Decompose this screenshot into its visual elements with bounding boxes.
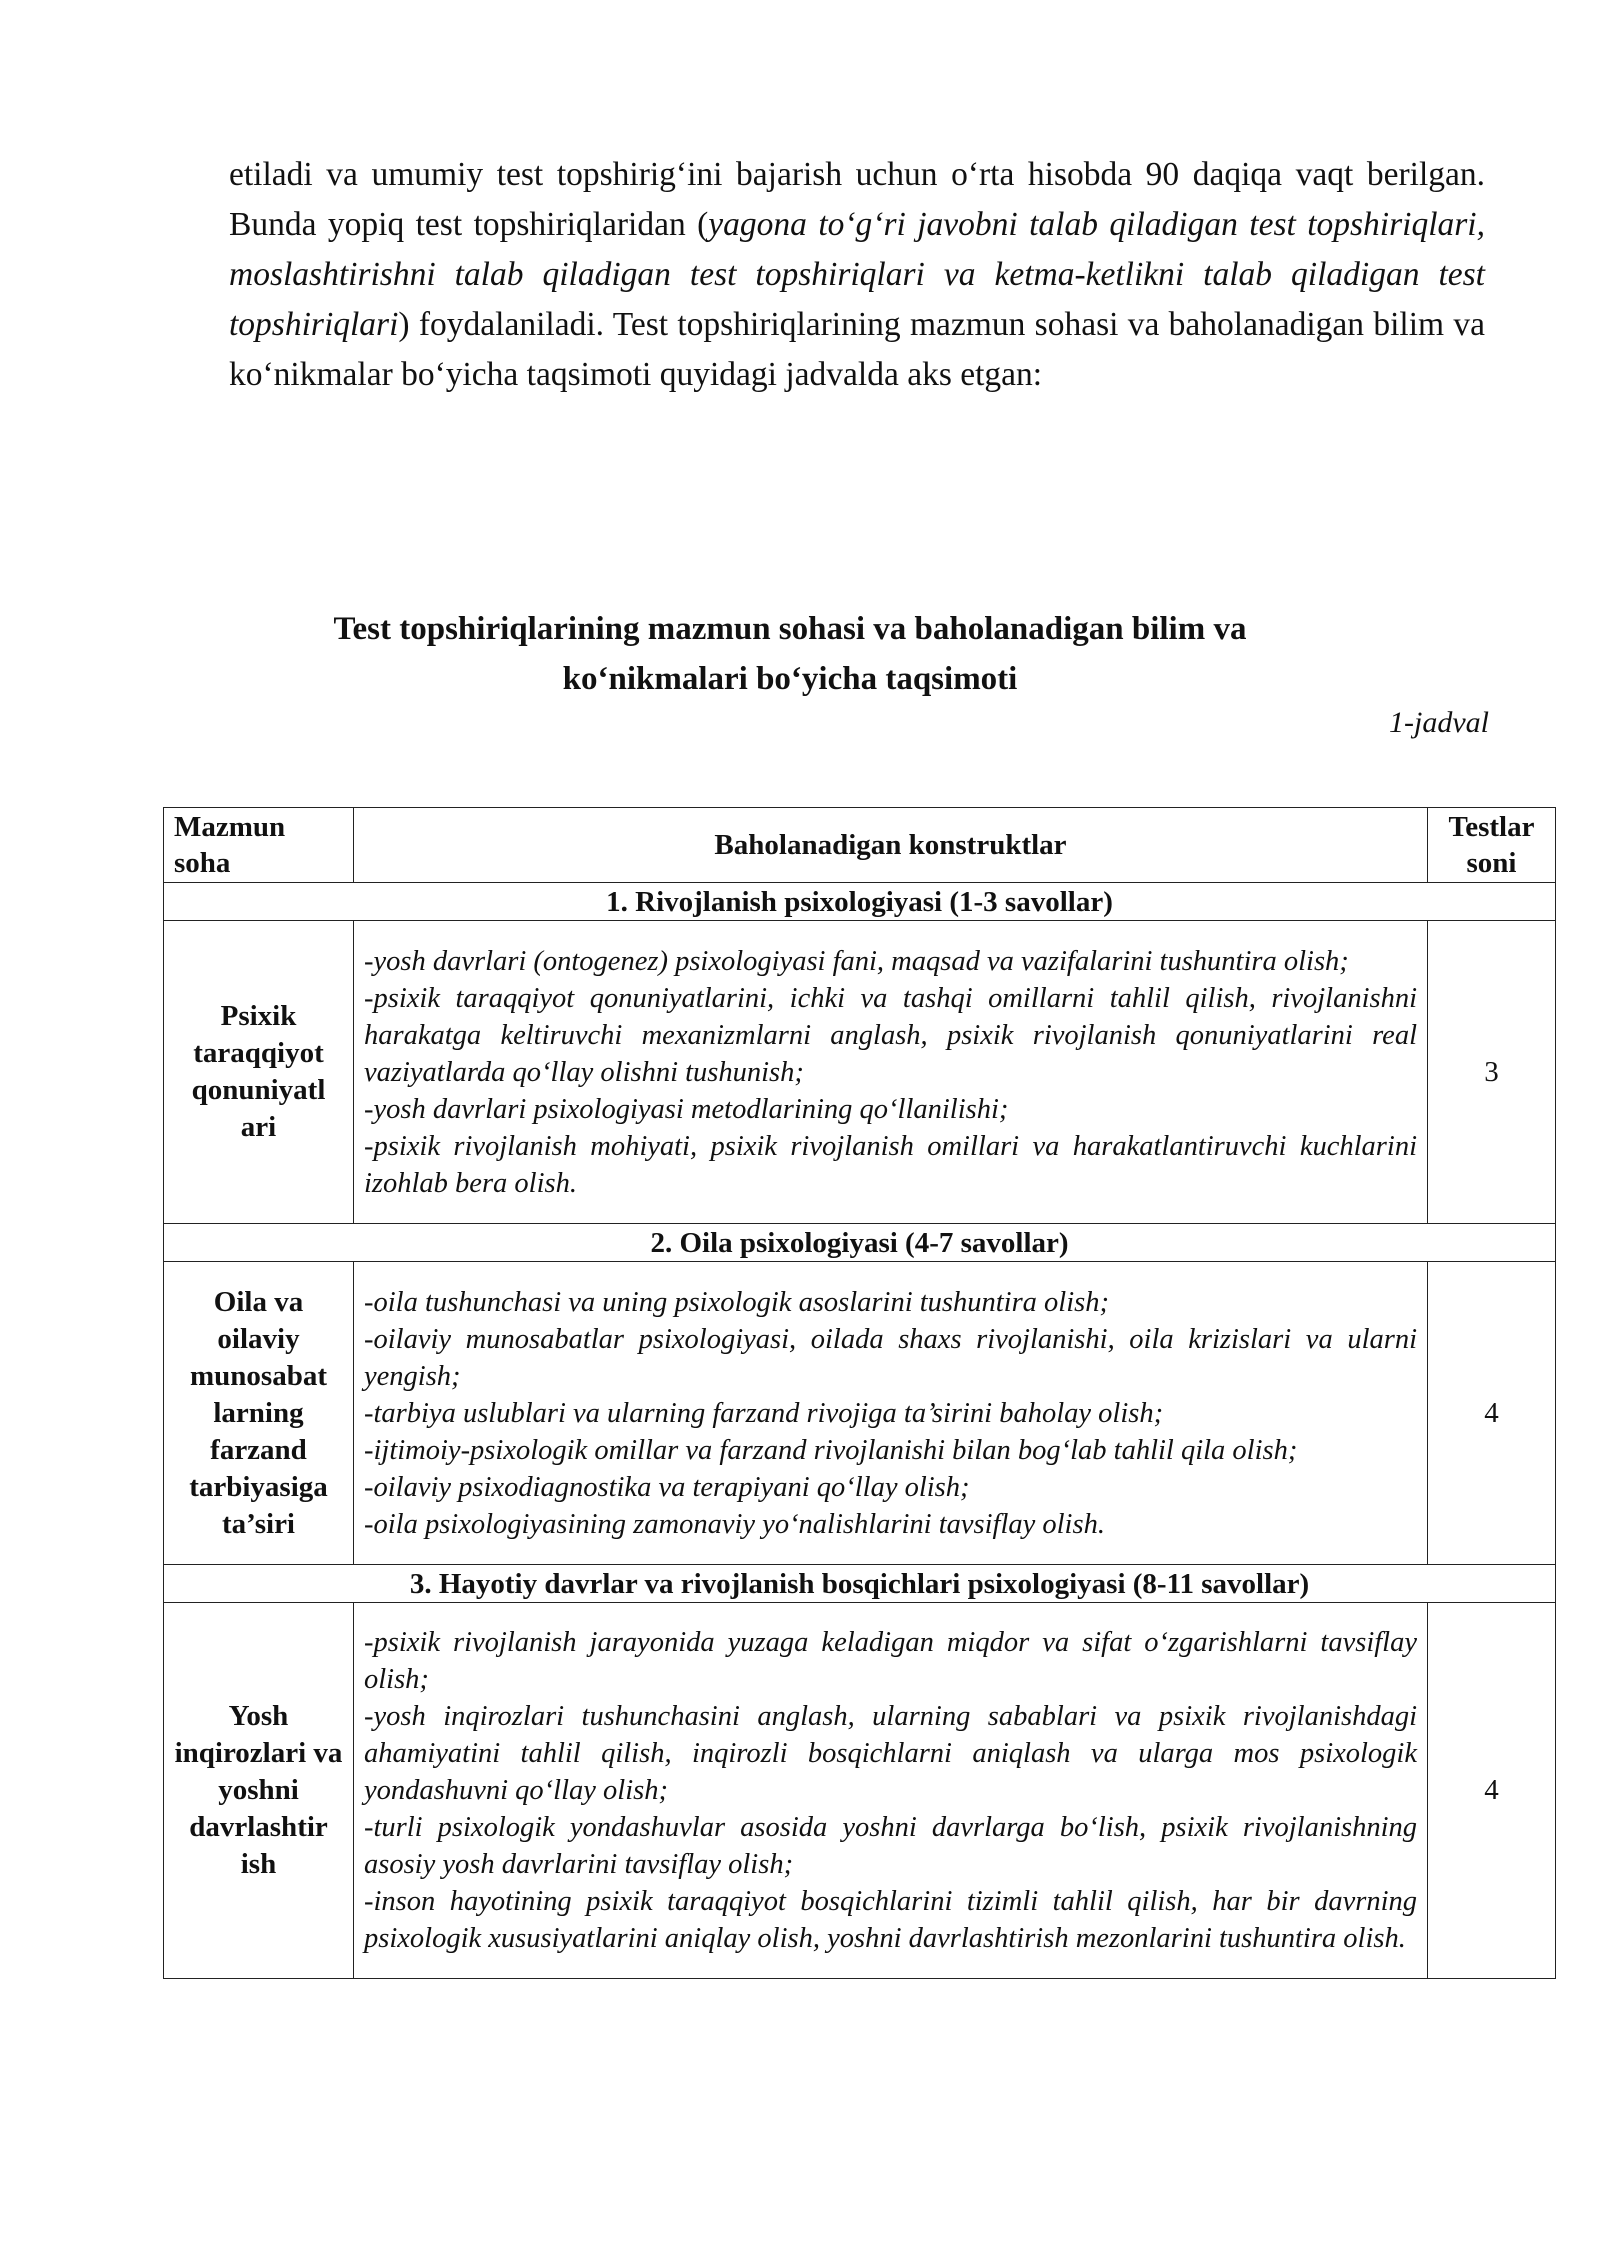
table-header-row: [164, 808, 1556, 883]
section-title-row: [164, 1224, 1556, 1262]
table-title-line-2: ko‘nikmalari bo‘yicha taqsimoti: [562, 661, 1018, 697]
konstrukt-item: -yosh davrlari (ontogenez) psixologiyasi fani, maqsad va vazifalarini tushuntira olish;: [364, 945, 1349, 977]
konstrukt-item: -inson hayotining psixik taraqqiyot bosqichlarini tizimli tahlil qilish, har bir davrning psixologik xususiyatlarini aniqlay olish, yoshni davrlashtirish mezonlarini tushuntira olish.: [364, 1886, 1417, 1954]
table-title: [200, 604, 1380, 704]
intro-text-1: etiladi va umumiy test topshirig‘ini bajarish uchun o‘rta hisobda 90 daqiqa vaqt berilgan. Bunda yopiq test topshiriqlaridan (: [229, 156, 1485, 243]
intro-paragraph: [229, 150, 1485, 400]
section-title-row: [164, 1565, 1556, 1603]
konstruktlar-cell: [354, 1603, 1428, 1979]
konstruktlar-cell: [354, 1262, 1428, 1565]
konstrukt-item: -yosh davrlari psixologiyasi metodlarining qo‘llanilishi;: [364, 1093, 1009, 1125]
konstrukt-item: -tarbiya uslublari va ularning farzand rivojiga ta’sirini baholay olish;: [364, 1397, 1164, 1429]
section-title-row: [164, 883, 1556, 921]
testlar-soni-cell: 3: [1428, 921, 1556, 1224]
konstruktlar-cell: [354, 921, 1428, 1224]
header-mazmun-soha: Mazmun soha: [164, 808, 354, 883]
section-title: 3. Hayotiy davrlar va rivojlanish bosqichlari psixologiyasi (8-11 savollar): [164, 1565, 1556, 1603]
testlar-soni-cell: 4: [1428, 1603, 1556, 1979]
konstrukt-item: -psixik taraqqiyot qonuniyatlarini, ichki va tashqi omillarni tahlil qilish, rivojlanishni harakatga keltiruvchi mexanizmlarni anglash, psixik rivojlanish qonuniyatlarini real vaziyatlarda qo‘llay olishni tushunish;: [364, 982, 1417, 1088]
intro-text-2: ) foydalaniladi. Test topshiriqlarining mazmun sohasi va baholanadigan bilim va ko‘nikmalar bo‘yicha taqsimoti quyidagi jadvalda aks etgan:: [229, 306, 1485, 393]
table-row: [164, 921, 1556, 1224]
intro-italic-text: yagona to‘g‘ri javobni talab qiladigan test topshiriqlari, moslashtirishni talab qiladigan test topshiriqlari va ketma-ketlikni talab qiladigan test topshiriqlari: [229, 206, 1485, 343]
konstrukt-item: -oila psixologiyasining zamonaviy yo‘nalishlarini tavsiflay olish.: [364, 1508, 1105, 1540]
header-testlar-soni: Testlar soni: [1428, 808, 1556, 883]
konstrukt-item: -psixik rivojlanish jarayonida yuzaga keladigan miqdor va sifat o‘zgarishlarni tavsiflay olish;: [364, 1627, 1417, 1695]
section-title: 2. Oila psixologiyasi (4-7 savollar): [164, 1224, 1556, 1262]
section-title: 1. Rivojlanish psixologiyasi (1-3 savollar): [164, 883, 1556, 921]
konstrukt-item: -oila tushunchasi va uning psixologik asoslarini tushuntira olish;: [364, 1286, 1109, 1318]
konstrukt-item: -yosh inqirozlari tushunchasini anglash, ularning sabablari va psixik rivojlanishdagi ahamiyatini tahlil qilish, inqirozli bosqichlarni aniqlash va ularga mos psixologik yondashuvni qo‘llay olish;: [364, 1701, 1417, 1806]
header-konstruktlar: Baholanadigan konstruktlar: [354, 808, 1428, 883]
mazmun-soha-cell: Psixik taraqqiyot qonuniyatl ari: [164, 921, 354, 1224]
distribution-table: [163, 807, 1556, 1979]
testlar-soni-cell: 4: [1428, 1262, 1556, 1565]
mazmun-soha-cell: Yosh inqirozlari va yoshni davrlashtir ish: [164, 1603, 354, 1979]
table-label: 1-jadval: [1389, 706, 1489, 739]
mazmun-soha-cell: Oila va oilaviy munosabat larning farzand tarbiyasiga ta’siri: [164, 1262, 354, 1565]
konstrukt-item: -oilaviy psixodiagnostika va terapiyani qo‘llay olish;: [364, 1471, 970, 1503]
konstrukt-item: -oilaviy munosabatlar psixologiyasi, oilada shaxs rivojlanishi, oila krizislari va ularni yengish;: [364, 1323, 1417, 1392]
konstrukt-item: -turli psixologik yondashuvlar asosida yoshni davrlarga bo‘lish, psixik rivojlanishning asosiy yosh davrlarini tavsiflay olish;: [364, 1812, 1417, 1880]
konstrukt-item: -psixik rivojlanish mohiyati, psixik rivojlanish omillari va harakatlantiruvchi kuchlarini izohlab bera olish.: [364, 1130, 1417, 1199]
table-row: [164, 1603, 1556, 1979]
table-row: [164, 1262, 1556, 1565]
table-title-line-1: Test topshiriqlarining mazmun sohasi va baholanadigan bilim va: [333, 611, 1247, 647]
konstrukt-item: -ijtimoiy-psixologik omillar va farzand rivojlanishi bilan bog‘lab tahlil qila olish;: [364, 1434, 1298, 1466]
